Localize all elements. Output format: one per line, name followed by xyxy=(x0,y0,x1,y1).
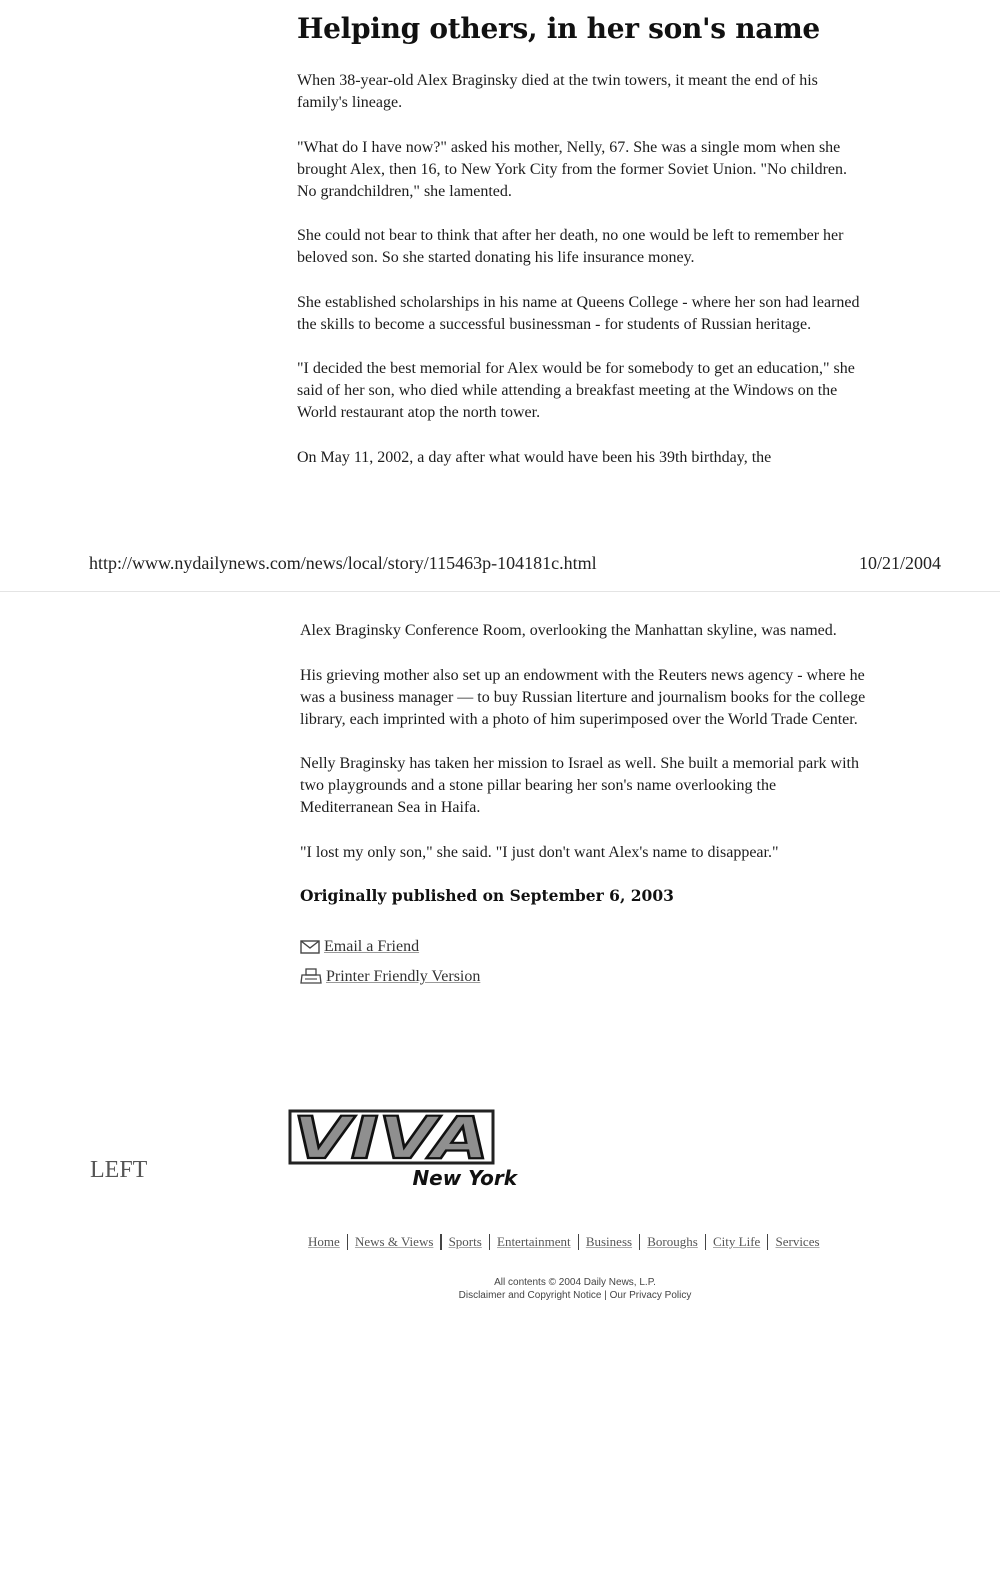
footer-links xyxy=(420,1289,730,1302)
article-paragraph: She could not bear to think that after her death, no one would be left to remember her beloved son. So she started donating his life insurance money. xyxy=(297,227,844,266)
print-url: http://www.nydailynews.com/news/local/story/115463p-104181c.html xyxy=(89,553,597,573)
email-friend-label: Email a Friend xyxy=(324,938,420,955)
article-headline: Helping others, in her son's name xyxy=(297,12,820,45)
nav-separator xyxy=(440,1234,441,1250)
article-paragraph: "I lost my only son," she said. "I just don't want Alex's name to disappear." xyxy=(300,843,779,861)
nav-home[interactable]: Home xyxy=(308,1234,340,1249)
nav-separator xyxy=(489,1234,490,1250)
article-paragraph: When 38-year-old Alex Braginsky died at the twin towers, it meant the end of his family's lineage. xyxy=(297,72,818,111)
privacy-policy-link[interactable]: Our Privacy Policy xyxy=(609,1290,692,1301)
logo-main-text: VIVA xyxy=(293,1108,489,1172)
page-side-label: LEFT xyxy=(90,1157,148,1183)
article-paragraph: "What do I have now?" asked his mother, Nelly, 67. She was a single mom when she brought Alex, then 16, to New York City from the former Soviet Union. "No children. No grandchildren," she lamented. xyxy=(297,138,848,200)
copyright-notice: All contents © 2004 Daily News, L.P. xyxy=(494,1277,656,1288)
nav-business[interactable]: Business xyxy=(585,1234,633,1249)
article-paragraph: "I decided the best memorial for Alex would be for somebody to get an education," she said of her son, who died while attending a breakfast meeting at the Windows on the World restaurant atop the north tower. xyxy=(297,360,855,421)
article-paragraph: Alex Braginsky Conference Room, overlooking the Manhattan skyline, was named. xyxy=(300,622,837,639)
page-divider xyxy=(0,591,1000,592)
nav-separator xyxy=(767,1234,768,1250)
print-header xyxy=(89,553,941,574)
article-paragraph: She established scholarships in his name at Queens College - where her son had learned the skills to become a successful businessman - for students of Russian heritage. xyxy=(297,293,860,333)
nav-separator xyxy=(578,1234,579,1250)
email-friend-link[interactable] xyxy=(300,932,870,962)
nav-separator xyxy=(347,1234,348,1250)
nav-city-life[interactable]: City Life xyxy=(713,1234,761,1249)
footer-separator: | xyxy=(604,1290,610,1301)
article-page2 xyxy=(300,620,870,992)
article-page1 xyxy=(297,8,867,491)
site-nav xyxy=(308,1234,820,1250)
nav-entertainment[interactable]: Entertainment xyxy=(497,1234,571,1249)
article-paragraph: His grieving mother also set up an endowment with the Reuters news agency - where he was a business manager — to buy Russian literture and journalism books for the college library, each imprinted with a photo of him superimposed over the World Trade Center. xyxy=(300,666,866,728)
nav-separator xyxy=(705,1234,706,1250)
print-date: 10/21/2004 xyxy=(858,553,941,573)
article-paragraph: Nelly Braginsky has taken her mission to Israel as well. She built a memorial park with two playgrounds and a stone pillar bearing her son's name overlooking the Mediterranean Sea in Haifa. xyxy=(300,755,859,816)
viva-new-york-logo[interactable] xyxy=(287,1108,523,1190)
nav-news-views[interactable]: News & Views xyxy=(354,1234,434,1249)
nav-separator xyxy=(639,1234,640,1250)
envelope-icon xyxy=(300,940,320,954)
published-date: Originally published on September 6, 2003 xyxy=(300,886,674,905)
site-footer xyxy=(420,1276,730,1302)
nav-sports[interactable]: Sports xyxy=(448,1234,482,1249)
nav-services[interactable]: Services xyxy=(775,1234,820,1249)
logo-sub-text: New York xyxy=(412,1166,517,1190)
printer-icon xyxy=(300,968,322,986)
article-paragraph: On May 11, 2002, a day after what would have been his 39th birthday, the xyxy=(297,448,772,466)
nav-boroughs[interactable]: Boroughs xyxy=(647,1234,698,1249)
printer-friendly-link[interactable] xyxy=(300,962,870,992)
printer-friendly-label: Printer Friendly Version xyxy=(326,968,481,985)
disclaimer-link[interactable]: Disclaimer and Copyright Notice xyxy=(458,1290,602,1301)
